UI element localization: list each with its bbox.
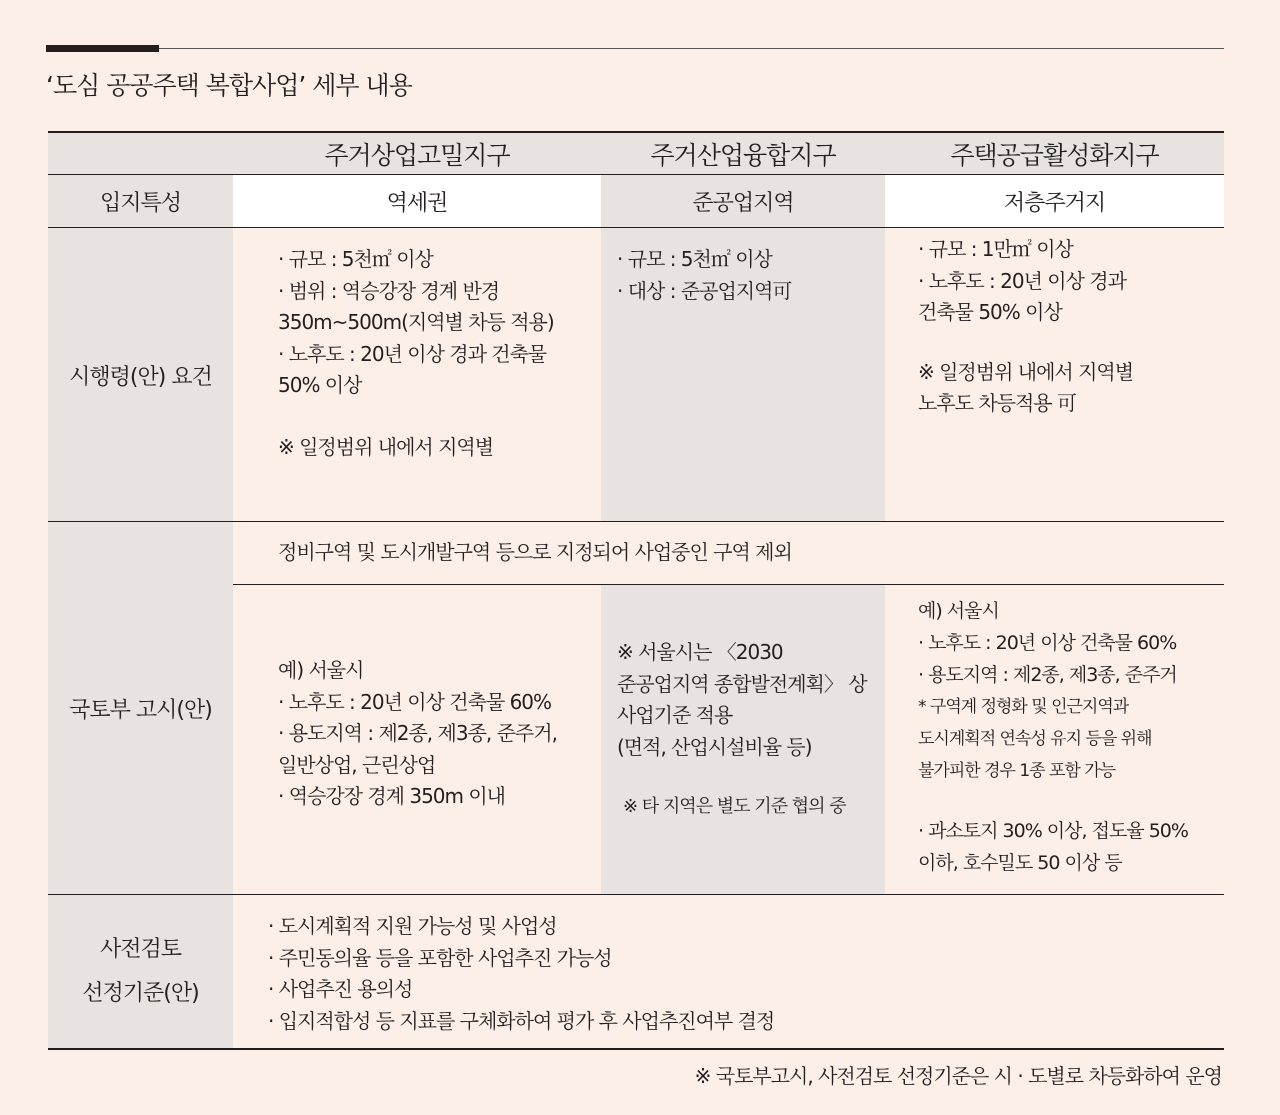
location-value-3: 저층주거지 [1003, 190, 1106, 216]
column-header-2: 주거산업융합지구 [650, 140, 836, 170]
decree-col1-line: 350m~500m(지역별 차등 적용) [278, 310, 554, 334]
review-item: · 도시계획적 지원 가능성 및 사업성 [268, 914, 557, 938]
decree-col1-line: · 노후도 : 20년 이상 경과 건축물 [278, 341, 547, 366]
review-label [48, 895, 233, 1048]
ministry-col3-line: 이하, 호수밀도 50 이상 등 [918, 852, 1122, 874]
review-item: · 사업추진 용의성 [268, 977, 413, 1001]
decree-col1-text [278, 244, 554, 463]
decree-col2-line: · 대상 : 준공업지역可 [617, 278, 792, 303]
table-bottom-border [48, 1048, 1224, 1050]
ministry-col2-line: 준공업지역 종합발전계획〉 상 [617, 671, 867, 696]
decree-col1-line: · 범위 : 역승강장 경계 반경 [278, 278, 500, 303]
decree-col3-line: · 노후도 : 20년 이상 경과 [918, 268, 1126, 293]
spacer [918, 787, 1188, 815]
location-value-1: 역세권 [386, 190, 448, 216]
ministry-label: 국토부 고시(안) [69, 697, 212, 723]
ministry-col3-text [918, 595, 1188, 879]
ministry-col2-note: ※ 타 지역은 별도 기준 협의 중 [623, 796, 846, 817]
ministry-col3-note: 불가피한 경우 1종 포함 가능 [918, 761, 1116, 781]
title-rule [159, 48, 1224, 49]
ministry-col1-text [278, 655, 557, 813]
ministry-col2-text [617, 637, 867, 823]
decree-col3-note: 노후도 차등적용 可 [918, 391, 1076, 415]
decree-col2-line: · 규모 : 5천㎡ 이상 [617, 247, 772, 271]
title-accent-bar [46, 45, 159, 52]
ministry-col1-line: 예) 서울시 [278, 658, 364, 682]
page-title: ‘도심 공공주택 복합사업’ 세부 내용 [46, 71, 412, 100]
table-top-border [48, 131, 1224, 133]
ministry-col3-note: 도시계획적 연속성 유지 등을 위해 [918, 729, 1152, 749]
decree-col3-note: ※ 일정범위 내에서 지역별 [918, 359, 1134, 384]
review-item: · 주민동의율 등을 포함한 사업추진 가능성 [268, 945, 612, 970]
decree-col3-text [918, 234, 1133, 420]
spacer [918, 329, 1133, 357]
ministry-col1-line: · 용도지역 : 제2종, 제3종, 준주거, [278, 721, 557, 745]
spacer [278, 402, 554, 432]
ministry-col3-note: * 구역계 정형화 및 인근지역과 [918, 697, 1129, 717]
ministry-col2-line: (면적, 산업시설비율 등) [617, 734, 812, 759]
review-label-line2: 선정기준(안) [82, 980, 199, 1006]
review-item: · 입지적합성 등 지표를 구체화하여 평가 후 사업추진여부 결정 [268, 1008, 775, 1033]
ministry-col1-line: · 노후도 : 20년 이상 건축물 60% [278, 689, 552, 714]
ministry-col2-line: ※ 서울시는 〈2030 [617, 640, 783, 664]
decree-col1-line: · 규모 : 5천㎡ 이상 [278, 247, 433, 271]
common-divider [233, 584, 1224, 585]
decree-col1-line: 50% 이상 [278, 373, 362, 397]
review-criteria-list [268, 911, 774, 1037]
ministry-col3-line: 예) 서울시 [918, 600, 999, 622]
spacer [617, 763, 867, 791]
location-label: 입지특성 [99, 190, 181, 216]
footnote: ※ 국토부고시, 사전검토 선정기준은 시 · 도별로 차등화하여 운영 [694, 1064, 1222, 1088]
column-header-1: 주거상업고밀지구 [324, 140, 510, 170]
decree-col1-note: ※ 일정범위 내에서 지역별 [278, 434, 494, 459]
ministry-col1-line: · 역승강장 경계 350m 이내 [278, 784, 506, 808]
decree-label: 시행령(안) 요건 [69, 364, 212, 390]
ministry-col1-line: 일반상업, 근린상업 [278, 752, 436, 777]
review-label-line1: 사전검토 [99, 936, 181, 962]
ministry-common-text: 정비구역 및 도시개발구역 등으로 지정되어 사업중인 구역 제외 [278, 540, 792, 564]
decree-col3-line: · 규모 : 1만㎡ 이상 [918, 237, 1073, 261]
ministry-col2-line: 사업기준 적용 [617, 703, 733, 727]
ministry-col3-line: · 용도지역 : 제2종, 제3종, 준주거 [918, 664, 1177, 686]
ministry-col3-line: · 노후도 : 20년 이상 건축물 60% [918, 632, 1177, 654]
location-value-2: 준공업지역 [692, 190, 794, 216]
decree-col3-line: 건축물 50% 이상 [918, 300, 1062, 324]
column-header-3: 주택공급활성화지구 [950, 140, 1159, 170]
ministry-col3-line: · 과소토지 30% 이상, 접도율 50% [918, 820, 1188, 842]
decree-col2-text [617, 244, 791, 307]
